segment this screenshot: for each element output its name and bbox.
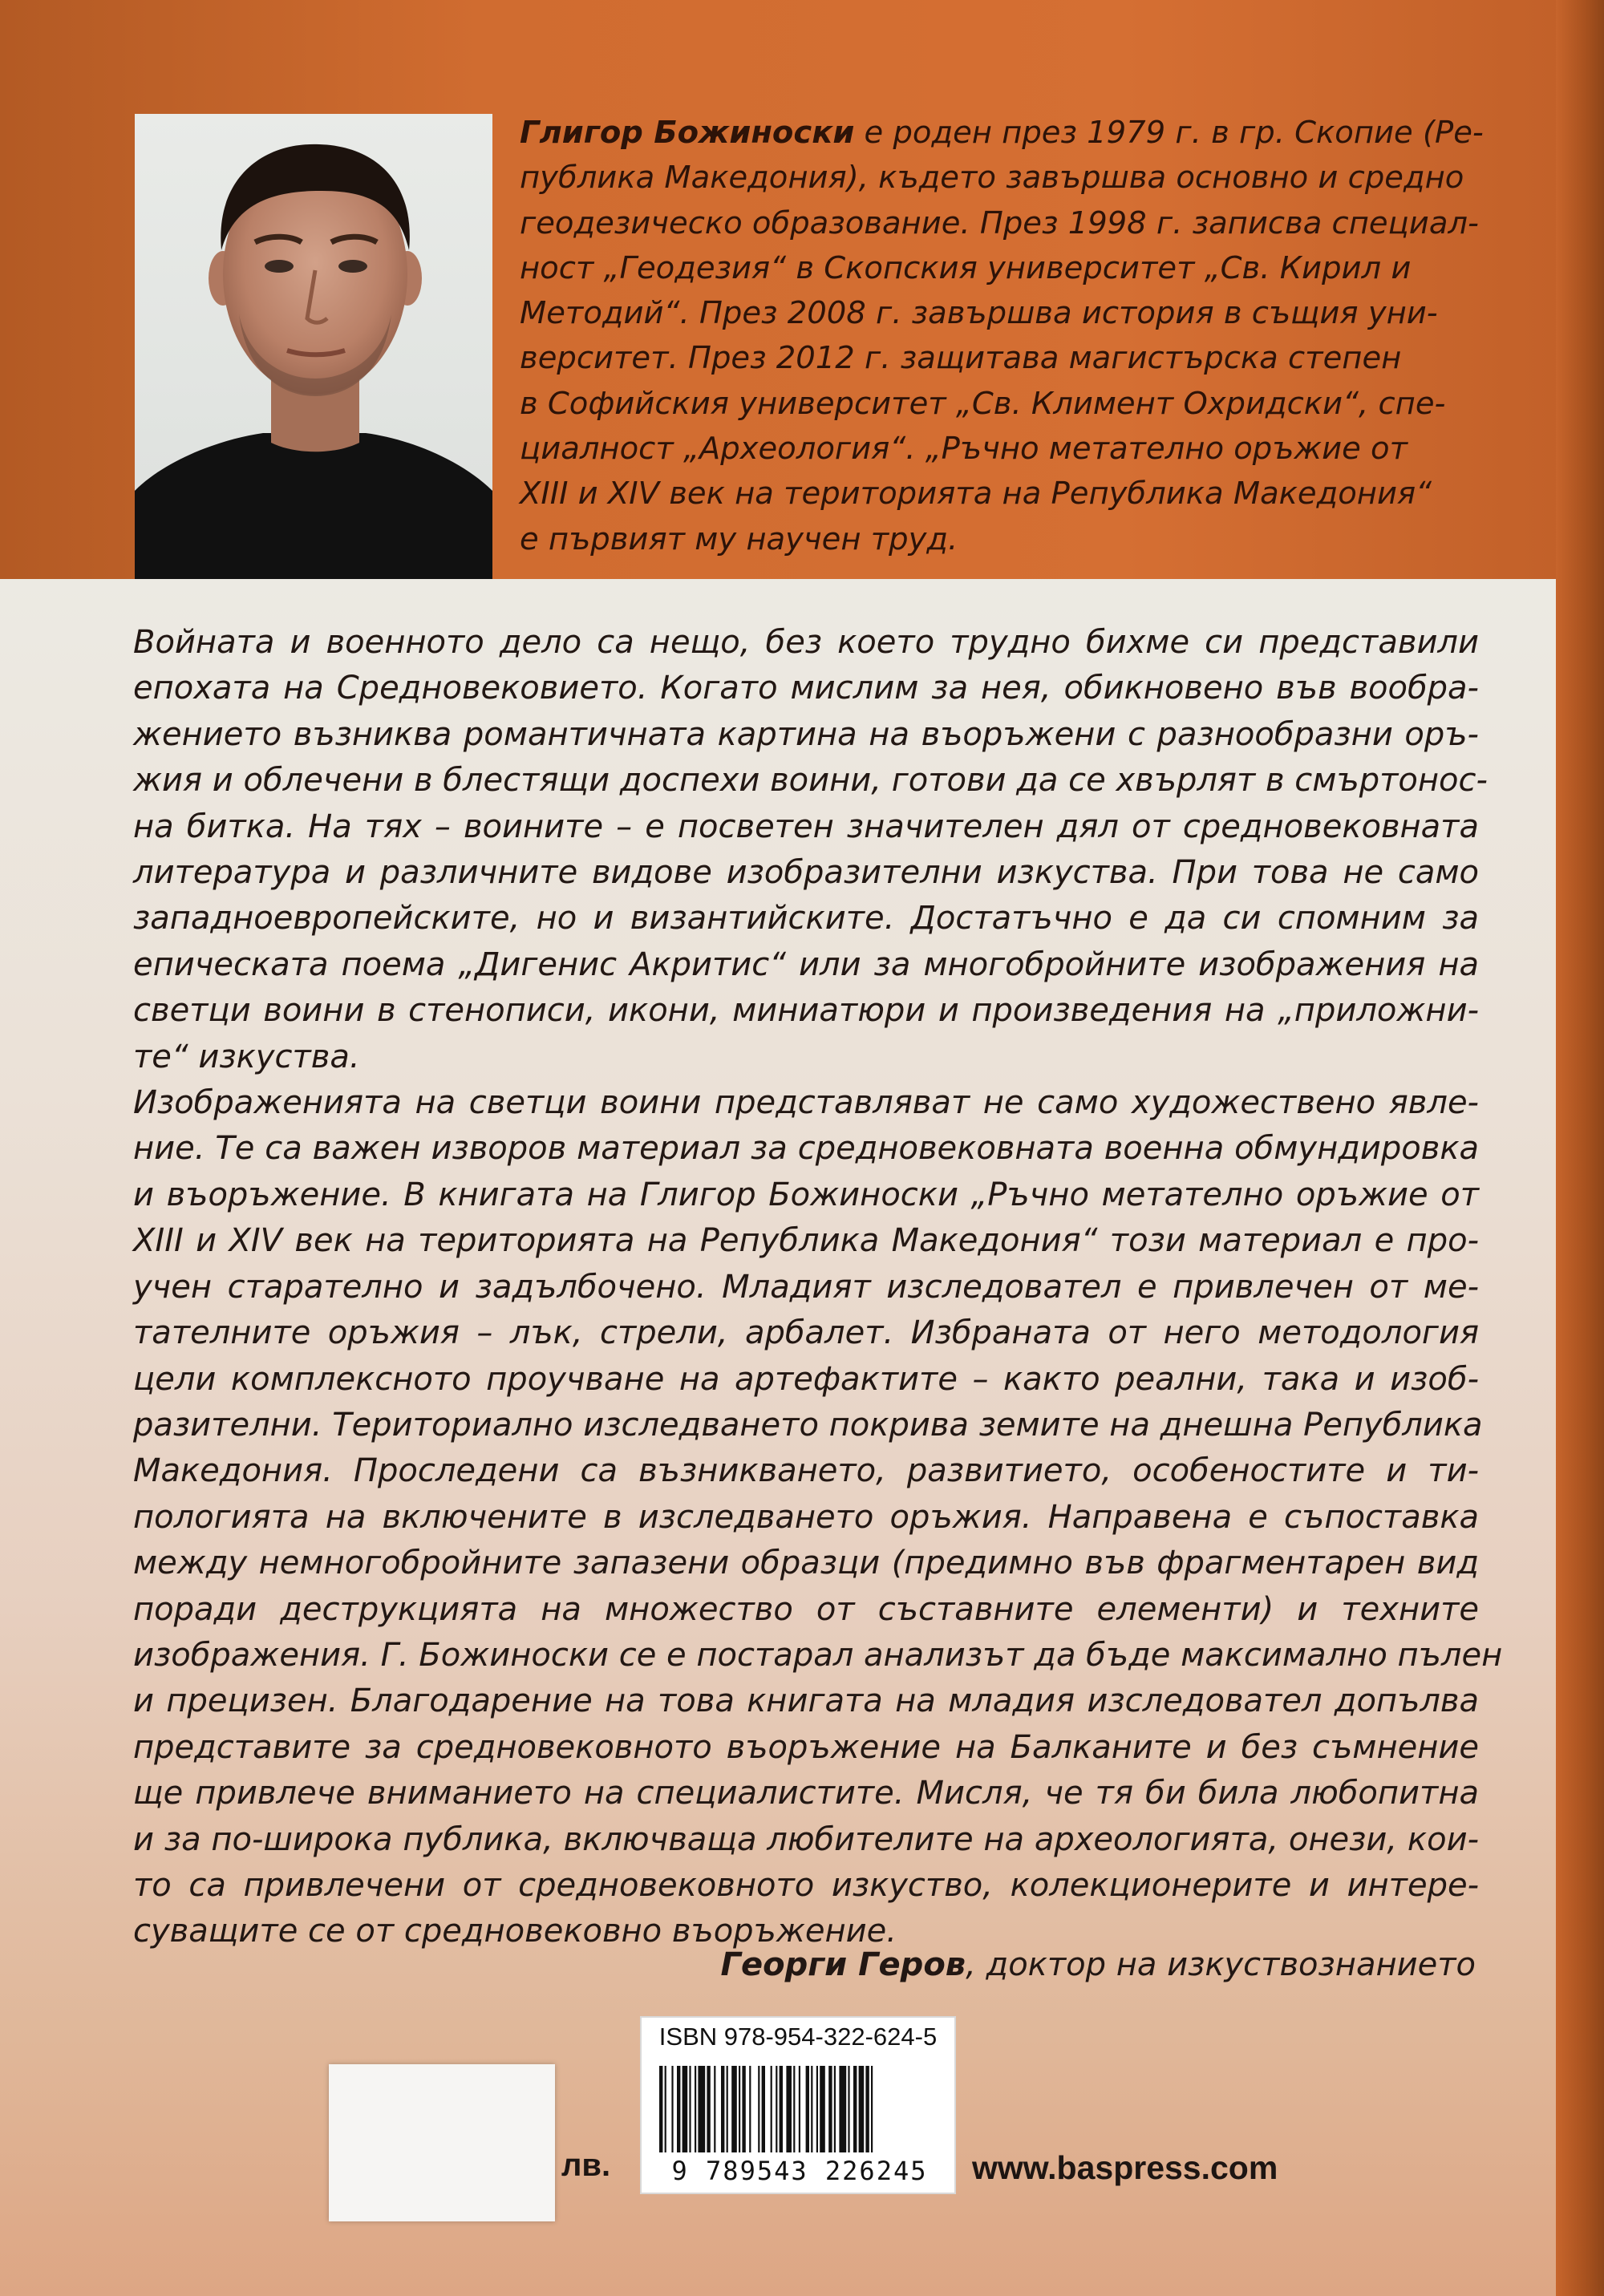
review-line: суващите се от средновековно въоръжение. <box>133 1913 897 1950</box>
review-line: цели комплексното проучване на артефактите – както реални, така и изоб- <box>133 1360 1479 1398</box>
bio-line: XIII и XIV век на територията на Република Македония“ <box>520 476 1432 512</box>
isbn-barcode-box <box>640 2016 956 2194</box>
review-line: Изображенията на светци воини представляват не само художествено явле- <box>133 1084 1479 1122</box>
review-line: XIII и XIV век на територията на Република Македония“ този материал е про- <box>133 1222 1479 1260</box>
bio-line: е първият му научен труд. <box>520 520 958 557</box>
review-line: представите за средновековното въоръжение на Балканите и без съмнение <box>133 1728 1479 1766</box>
bio-line: в Софийския университет „Св. Климент Охридски“, спе- <box>520 385 1446 422</box>
review-line: изображения. Г. Божиноски се е постарал анализът да бъде максимално пълен <box>133 1636 1503 1674</box>
reviewer-name: Георги Геров <box>720 1946 966 1983</box>
review-line: светци воини в стенописи, икони, миниатюри и произведения на „приложни- <box>133 992 1479 1030</box>
review-line: жия и облечени в блестящи доспехи воини, готови да се хвърлят в смъртонос- <box>133 762 1488 800</box>
bio-line: Глигор Божиноски е роден през 1979 г. в гр. Скопие (Ре- <box>520 115 1484 151</box>
review-line: поради деструкцията на множество от съставните елементи) и техните <box>133 1590 1479 1628</box>
author-photo <box>135 114 492 582</box>
review-signature <box>561 1944 1476 1986</box>
review-line: и за по-широка публика, включваща любителите на археологията, онези, кои- <box>133 1820 1479 1858</box>
publisher-website: www.baspress.com <box>972 2149 1278 2186</box>
author-name: Глигор Божиноски <box>520 115 855 151</box>
review-line: учен старателно и задълбочено. Младият изследовател е привлечен от ме- <box>133 1268 1479 1306</box>
price-sticker <box>329 2064 555 2221</box>
price-currency: лв. <box>561 2148 611 2183</box>
review-line: и прецизен. Благодарение на това книгата на младия изследовател допълва <box>133 1683 1479 1720</box>
author-portrait-image <box>135 114 492 582</box>
bio-line: ност „Геодезия“ в Скопския университет „Св. Кирил и <box>520 249 1412 286</box>
review-line: ще привлече вниманието на специалистите. Мисля, че тя би била любопитна <box>133 1775 1479 1812</box>
review-line: тателните оръжия – лък, стрели, арбалет. Избраната от него методология <box>133 1314 1479 1352</box>
bio-line: геодезическо образование. През 1998 г. записва специал- <box>520 204 1479 241</box>
review-line: разителни. Териториално изследването покрива земите на днешна Република <box>133 1406 1483 1444</box>
bio-line: Методий“. През 2008 г. завършва история в същия уни- <box>520 295 1438 332</box>
review-line: Македония. Проследени са възникването, развитието, особеностите и ти- <box>133 1452 1479 1490</box>
bio-line: публика Македония), където завършва основно и средно <box>520 160 1464 196</box>
review-line: на битка. На тях – воините – е посветен значителен дял от средновековната <box>133 808 1479 845</box>
review-line: и въоръжение. В книгата на Глигор Божиноски „Ръчно метателно оръжие от <box>133 1176 1479 1213</box>
review-text <box>133 620 1503 1955</box>
author-bio <box>520 111 1484 562</box>
review-line: Войната и военното дело са нещо, без което трудно бихме си представили <box>133 624 1479 661</box>
review-line: те“ изкуства. <box>133 1038 360 1075</box>
reviewer-title: , доктор на изкуствознанието <box>966 1946 1476 1983</box>
review-line: епическата поема „Дигенис Акритис“ или за многобройните изображения на <box>133 946 1479 983</box>
barcode-digits: 9 789543 226245 <box>671 2156 928 2186</box>
isbn-label: ISBN 978-954-322-624-5 <box>658 2023 938 2051</box>
review-line: литература и различните видове изобразителни изкуства. При това не само <box>133 854 1479 892</box>
bio-line: верситет. През 2012 г. защитава магистърска степен <box>520 340 1402 377</box>
review-line: ние. Те са важен изворов материал за средновековната военна обмундировка <box>133 1130 1479 1168</box>
review-line: между немногобройните запазени образци (предимно във фрагментарен вид <box>133 1545 1479 1582</box>
bio-line: циалност „Археология“. „Ръчно метателно оръжие от <box>520 431 1408 468</box>
review-line: пологията на включените в изследването оръжия. Направена е съпоставка <box>133 1498 1479 1536</box>
author-section <box>0 0 1604 579</box>
review-line: западноевропейските, но и византийските. Достатъчно е да си спомним за <box>133 900 1479 937</box>
barcode-icon <box>656 2066 940 2154</box>
review-line: епохата на Средновековието. Когато мислим за нея, обикновено във вообра- <box>133 670 1479 707</box>
review-line: жението възниква романтичната картина на въоръжени с разнообразни оръ- <box>133 715 1479 753</box>
review-line: то са привлечени от средновековното изкуство, колекционерите и интере- <box>133 1866 1479 1904</box>
